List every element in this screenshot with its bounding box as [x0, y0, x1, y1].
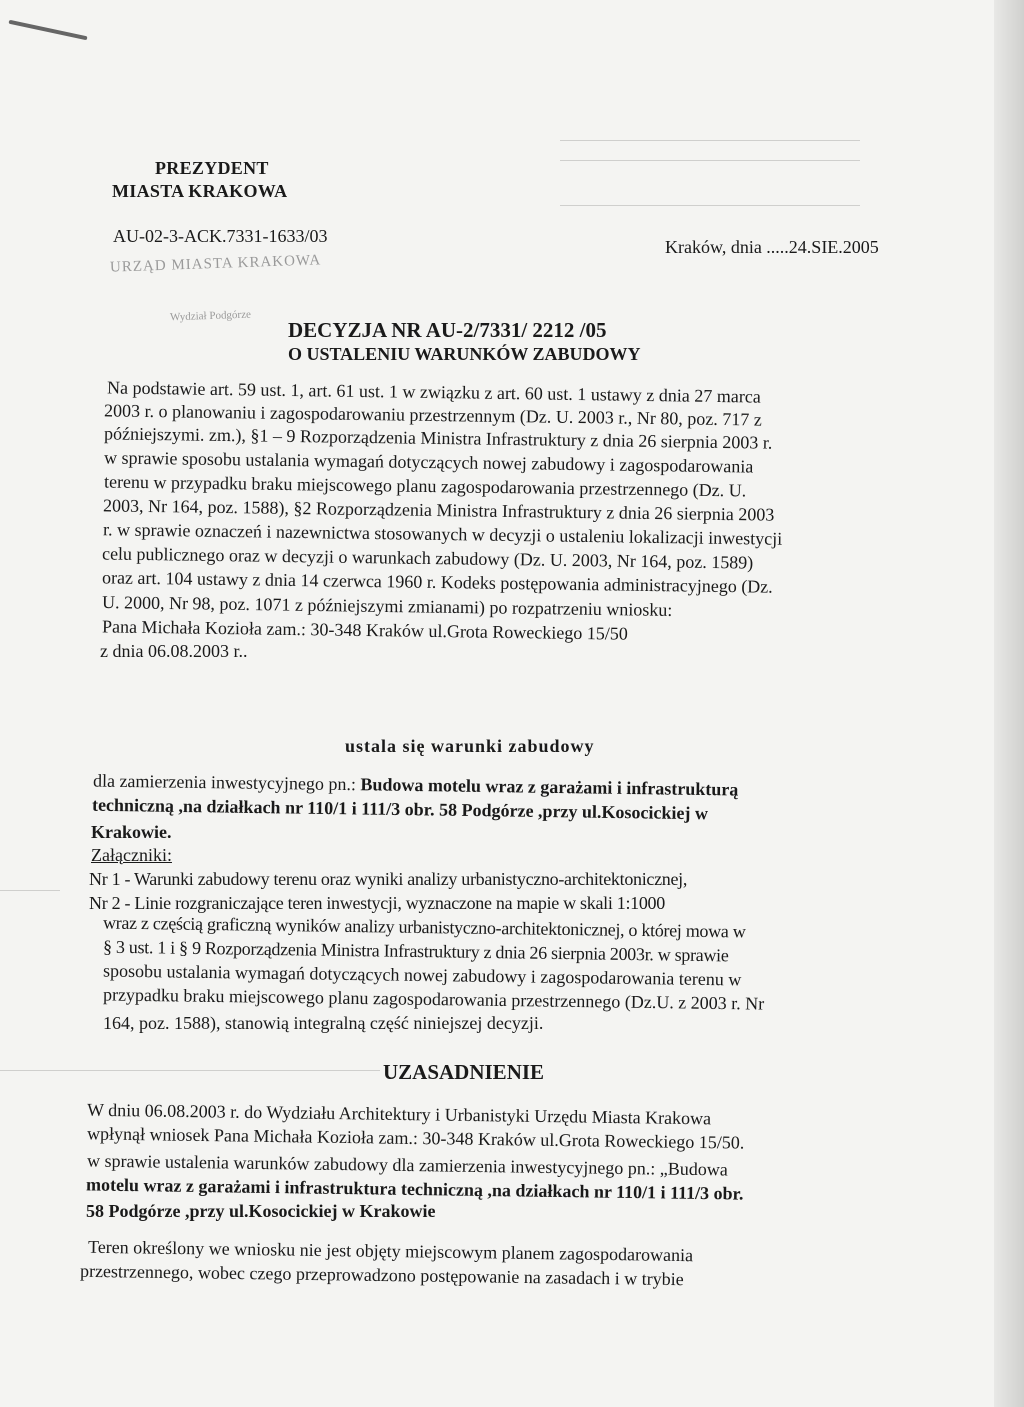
attachment-item: 164, poz. 1588), stanowią integralną część niniejszej decyzji.: [103, 1013, 544, 1033]
basis-line: 2003, Nr 164, poz. 1588), §2 Rozporządzenia Ministra Infrastruktury z dnia 26 sierpnia 2003: [102, 495, 775, 525]
attachment-item: sposobu ustalania wymagań dotyczących nowej zabudowy i zagospodarowania terenu w: [102, 960, 742, 990]
justification-line: 58 Podgórze ,przy ul.Kosocickiej w Krakowie: [86, 1201, 436, 1221]
justification-heading: UZASADNIENIE: [383, 1060, 545, 1084]
justification-line: w sprawie ustalenia warunków zabudowy dla zamierzenia inwestycyjnego pn.: „Budowa: [86, 1150, 728, 1180]
show-through-line: [0, 890, 60, 891]
justification-line: przestrzennego, wobec czego przeprowadzono postępowanie na zasadach i w trybie: [79, 1260, 684, 1290]
basis-line: U. 2000, Nr 98, poz. 1071 z późniejszymi zmianami) po rozpatrzeniu wniosku:: [101, 592, 673, 620]
application-date-line: z dnia 06.08.2003 r..: [100, 641, 248, 661]
show-through-line: [560, 140, 860, 141]
office-stamp-line2: Wydział Podgórze: [169, 308, 252, 324]
show-through-line: [0, 1070, 380, 1071]
attachments-heading: Załączniki:: [91, 845, 172, 865]
attachment-item: § 3 ust. 1 i § 9 Rozporządzenia Ministra Infrastruktury z dnia 26 sierpnia 2003r. w sprawie: [102, 936, 729, 966]
case-signature: AU-02-3-ACK.7331-1633/03: [113, 226, 328, 246]
basis-line: późniejszymi. zm.), §1 – 9 Rozporządzenia Ministra Infrastruktury z dnia 26 sierpnia 2003 r.: [103, 423, 773, 453]
basis-line: r. w sprawie oznaczeń i nazewnictwa stosowanych w decyzji o ustaleniu lokalizacji inwestycji: [102, 519, 783, 549]
ruling-line3: Krakowie.: [91, 822, 172, 842]
attachment-item: Nr 1 - Warunki zabudowy terenu oraz wyniki analizy urbanistyczno-architektonicznej,: [89, 869, 688, 889]
page-edge-shadow: [994, 0, 1024, 1407]
attachment-item: Nr 2 - Linie rozgraniczające teren inwestycji, wyznaczone na mapie w skali 1:1000: [89, 893, 665, 913]
office-stamp-line1: URZĄD MIASTA KRAKOWA: [109, 252, 322, 276]
attachment-item: przypadku braku miejscowego planu zagospodarowania przestrzennego (Dz.U. z 2003 r. Nr: [102, 984, 765, 1014]
ruling-line1-prefix: dla zamierzenia inwestycyjnego pn.:: [92, 770, 361, 795]
justification-line: Teren określony we wniosku nie jest objęty miejscowym planem zagospodarowania: [87, 1236, 694, 1266]
staple-mark: [8, 20, 87, 41]
org-name-line1: PREZYDENT: [155, 158, 269, 178]
justification-line: wpłynął wniosek Pana Michała Kozioła zam.: 30-348 Kraków ul.Grota Roweckiego 15/50.: [86, 1123, 745, 1153]
attachment-item: wraz z częścią graficzną wyników analizy urbanistyczno-architektonicznej, o której mowa w: [102, 912, 746, 942]
justification-line: W dniu 06.08.2003 r. do Wydziału Architektury i Urbanistyki Urzędu Miasta Krakowa: [86, 1099, 712, 1129]
ruling-heading: ustala się warunki zabudowy: [345, 736, 595, 756]
basis-line: oraz art. 104 ustawy z dnia 14 czerwca 1960 r. Kodeks postępowania administracyjnego (Dz.: [101, 567, 773, 597]
show-through-line: [560, 205, 860, 206]
basis-line: 2003 r. o planowaniu i zagospodarowaniu przestrzennym (Dz. U. 2003 r., Nr 80, poz. 717 z: [103, 400, 762, 430]
show-through-line: [560, 160, 860, 161]
decision-title: DECYZJA NR AU-2/7331/ 2212 /05: [288, 318, 607, 342]
ruling-line2: techniczną ,na działkach nr 110/1 i 111/3 obr. 58 Podgórze ,przy ul.Kosocickiej w: [91, 794, 709, 824]
applicant-line: Pana Michała Kozioła zam.: 30-348 Kraków ul.Grota Roweckiego 15/50: [101, 616, 628, 644]
basis-line: celu publicznego oraz w decyzji o warunkach zabudowy (Dz. U. 2003, Nr 164, poz. 1589): [101, 543, 754, 573]
basis-line: w sprawie sposobu ustalania wymagań dotyczących nowej zabudowy i zagospodarowania: [103, 447, 754, 477]
decision-subtitle: O USTALENIU WARUNKÓW ZABUDOWY: [288, 344, 641, 364]
basis-line: Na podstawie art. 59 ust. 1, art. 61 ust. 1 w związku z art. 60 ust. 1 ustawy z dnia 27 marca: [106, 377, 761, 407]
place-and-date: Kraków, dnia .....24.SIE.2005: [665, 237, 879, 257]
ruling-line1-bold: Budowa motelu wraz z garażami i infrastrukturą: [360, 774, 739, 800]
justification-line: motelu wraz z garażami i infrastruktura techniczną ,na działkach nr 110/1 i 111/3 obr.: [85, 1174, 744, 1204]
org-name-line2: MIASTA KRAKOWA: [112, 181, 288, 201]
basis-line: terenu w przypadku braku miejscowego planu zagospodarowania przestrzennego (Dz. U.: [103, 471, 747, 501]
